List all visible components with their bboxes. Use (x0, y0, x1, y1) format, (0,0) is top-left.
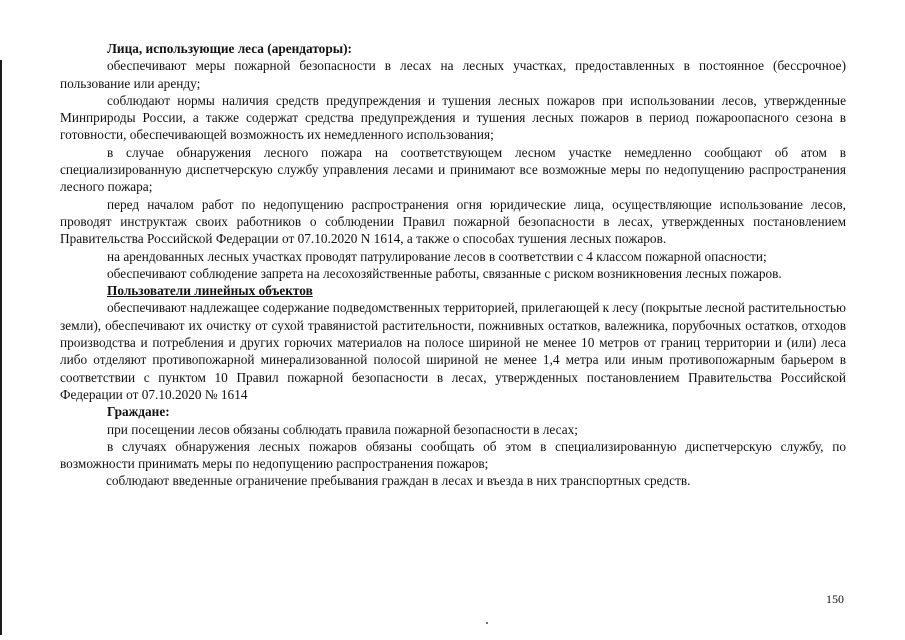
section-heading-citizens: Граждане: (107, 404, 170, 420)
paragraph: на арендованных лесных участках проводят патрулирование лесов в соответствии с 4 классом пожарной опасности; (107, 248, 767, 264)
paragraph: в случае обнаружения лесного пожара на соответствующем лесном участке немедленно сообщают об атом в специализированную диспетчерскую службу управления лесами и принимают все возможные меры по недопущению распространения лесного пожара; (60, 144, 846, 195)
paragraph: обеспечивают меры пожарной безопасности в лесах на лесных участках, предоставленных в постоянное (бессрочное) пользование или аренду; (60, 58, 846, 91)
paragraph: в случаях обнаружения лесных пожаров обязаны сообщать об этом в специализированную диспетчерскую службу, по возможности принимать меры по недопущению распространения пожаров; (60, 438, 846, 472)
document-body (60, 40, 846, 490)
paragraph: обеспечивают соблюдение запрета на лесохозяйственные работы, связанные с риском возникновения лесных пожаров. (107, 265, 782, 281)
section-heading-tenants: Лица, использующие леса (арендаторы): (107, 41, 352, 56)
paragraph: соблюдают введенные ограничение пребывания граждан в лесах и въезда в них транспортных средств. (106, 473, 691, 489)
scan-speck (486, 622, 488, 624)
paragraph: соблюдают нормы наличия средств предупреждения и тушения лесных пожаров при использовании лесов, утвержденные Минприроды России, а также содержат средства предупреждения и тушения лесных пожаров в период пожароопасного сезона в готовности, обеспечивающей возможность их немедленного использования; (60, 92, 846, 143)
paragraph: при посещении лесов обязаны соблюдать правила пожарной безопасности в лесах; (107, 421, 578, 437)
section-heading-linear-objects: Пользователи линейных объектов (107, 283, 313, 299)
page-number: 150 (826, 592, 844, 606)
paragraph: перед началом работ по недопущению распространения огня юридические лица, осуществляющие использование лесов, проводят инструктаж своих работников о соблюдении Правил пожарной безопасности в лесах, утвержденных постановлением Правительства Российской Федерации от 07.10.2020 N 1614, а также о способах тушения лесных пожаров. (60, 196, 846, 247)
paragraph: обеспечивают надлежащее содержание подведомственных территорией, прилегающей к лесу (покрытые лесной растительностью земли), обеспечивают их очистку от сухой травянистой растительности, пожнивных остатков, валежника, порубочных остатков, отходов производства и потребления и других горючих материалов на полосе шириной не менее 10 метров от границ территории и (или) леса либо отделяют противопожарной минерализованной полосой шириной не менее 1,4 метра или иным противопожарным барьером в соответствии с пунктом 10 Правил пожарной безопасности в лесах, утвержденных постановлением Правительства Российской Федерации от 07.10.2020 № 1614 (60, 300, 846, 402)
scan-edge-line (0, 60, 2, 635)
